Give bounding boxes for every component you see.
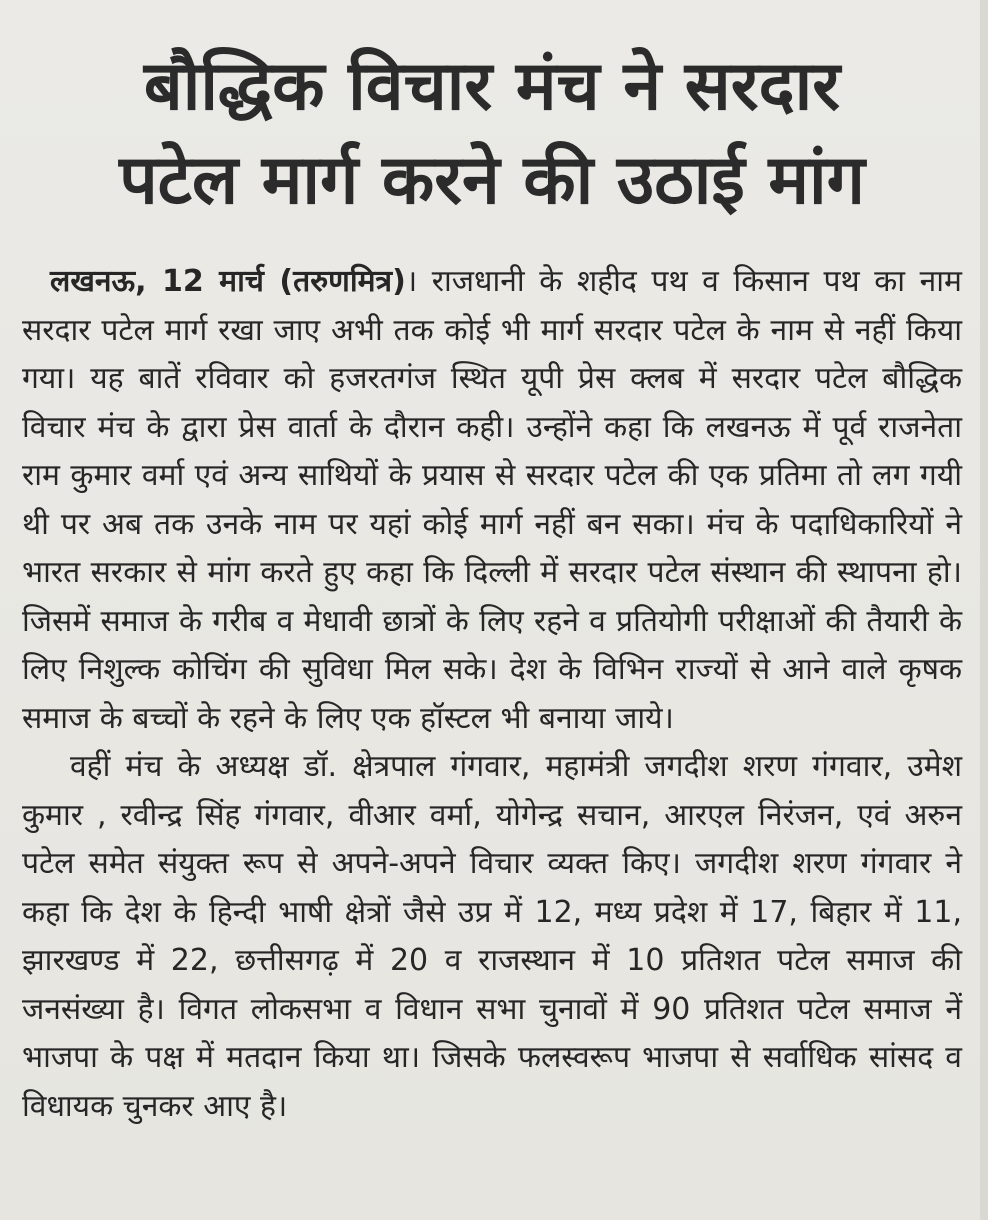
article-paragraph-1 (22, 258, 962, 743)
page-edge (980, 0, 988, 1220)
headline (22, 40, 962, 228)
paragraph-1-text: । राजधानी के शहीद पथ व किसान पथ का नाम सरदार पटेल मार्ग रखा जाए अभी तक कोई भी मार्ग सरदार पटेल के नाम से नहीं किया गया। यह बातें रविवार को हजरतगंज स्थित यूपी प्रेस क्लब में सरदार पटेल बौद्धिक विचार मंच के द्वारा प्रेस वार्ता के दौरान कही। उन्होंने कहा कि लखनऊ में पूर्व राजनेता राम कुमार वर्मा एवं अन्य साथियों के प्रयास से सरदार पटेल की एक प्रतिमा तो लग गयी थी पर अब तक उनके नाम पर यहां कोई मार्ग नहीं बन सका। मंच के पदाधिकारियों ने भारत सरकार से मांग करते हुए कहा कि दिल्ली में सरदार पटेल संस्थान की स्थापना हो। जिसमें समाज के गरीब व मेधावी छात्रों के लिए रहने व प्रतियोगी परीक्षाओं की तैयारी के लिए निशुल्क कोचिंग की सुविधा मिल सके। देश के विभिन राज्यों से आने वाले कृषक समाज के बच्चों के रहने के लिए एक हॉस्टल भी बनाया जाये। (22, 264, 962, 736)
article-paragraph-2: वहीं मंच के अध्यक्ष डॉ. क्षेत्रपाल गंगवार, महामंत्री जगदीश शरण गंगवार, उमेश कुमार , रवीन्द्र सिंह गंगवार, वीआर वर्मा, योगेन्द्र सचान, आरएल निरंजन, एवं अरुन पटेल समेत संयुक्त रूप से अपने-अपने विचार व्यक्त किए। जगदीश शरण गंगवार ने कहा कि देश के हिन्दी भाषी क्षेत्रों जैसे उप्र में 12, मध्य प्रदेश में 17, बिहार में 11, झारखण्ड में 22, छत्तीसगढ़ में 20 व राजस्थान में 10 प्रतिशत पटेल समाज की जनसंख्या है। विगत लोकसभा व विधान सभा चुनावों में 90 प्रतिशत पटेल समाज नें भाजपा के पक्ष में मतदान किया था। जिसके फलस्वरूप भाजपा से सर्वाधिक सांसद व विधायक चुनकर आए है। (22, 749, 962, 1124)
dateline: लखनऊ, 12 मार्च (तरुणमित्र) (50, 264, 406, 299)
article-body (22, 258, 962, 1131)
headline-line-1: बौद्धिक विचार मंच ने सरदार (143, 47, 841, 126)
headline-line-2: पटेल मार्ग करने की उठाई मांग (119, 141, 865, 220)
